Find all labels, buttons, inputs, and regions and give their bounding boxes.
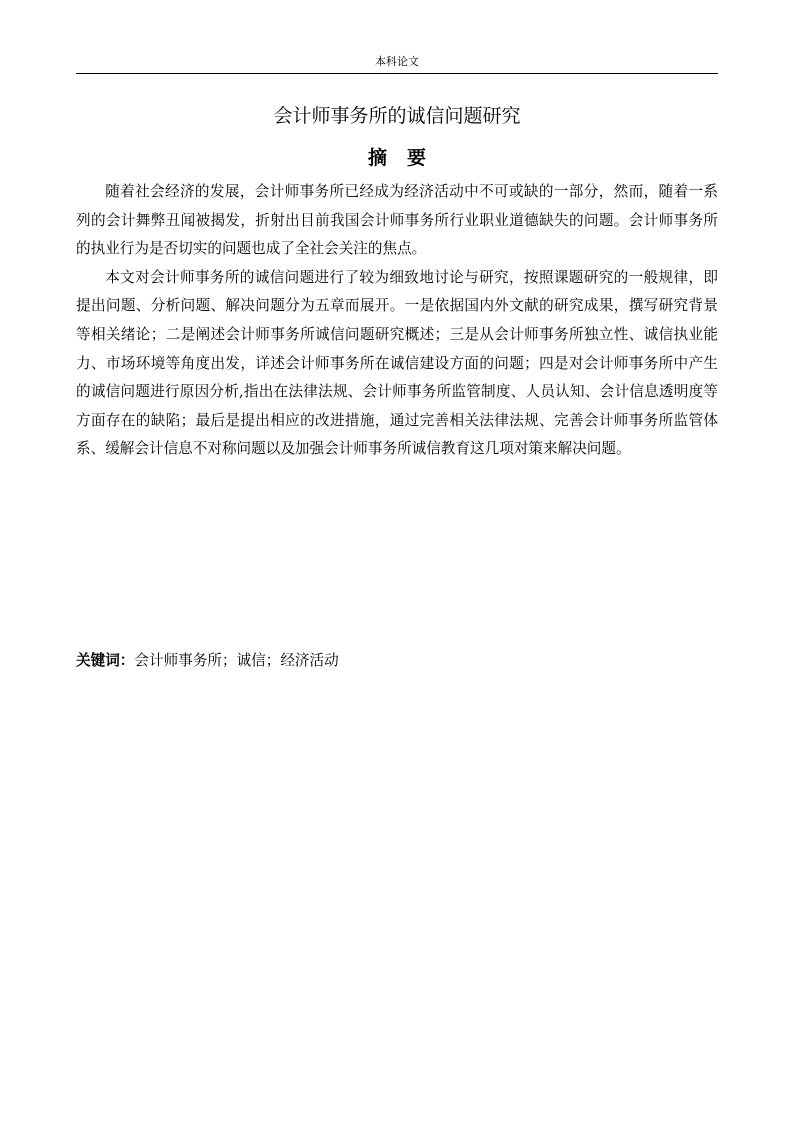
header-divider xyxy=(76,73,718,74)
keywords-line xyxy=(76,650,718,672)
abstract-paragraph-2: 本文对会计师事务所的诚信问题进行了较为细致地讨论与研究，按照课题研究的一般规律，即提出问题、分析问题、解决问题分为五章而展开。一是依据国内外文献的研究成果，撰写研究背景等相关绪论；二是阐述会计师事务所诚信问题研究概述；三是从会计师事务所独立性、诚信执业能力、市场环境等角度出发，详述会计师事务所在诚信建设方面的问题；四是对会计师事务所中产生的诚信问题进行原因分析,指出在法律法规、会计师事务所监管制度、人员认知、会计信息透明度等方面存在的缺陷；最后是提出相应的改进措施，通过完善相关法律法规、完善会计师事务所监管体系、缓解会计信息不对称问题以及加强会计师事务所诚信教育这几项对策来解决问题。 xyxy=(76,268,718,458)
paper-title: 会计师事务所的诚信问题研究 xyxy=(273,105,521,127)
keywords-label: 关键词： xyxy=(76,652,135,669)
abstract-body xyxy=(76,178,718,464)
keywords-text: 会计师事务所；诚信；经济活动 xyxy=(134,652,339,669)
running-header: 本科论文 xyxy=(375,55,419,68)
abstract-heading: 摘要 xyxy=(367,147,446,169)
abstract-paragraph-1: 随着社会经济的发展，会计师事务所已经成为经济活动中不可或缺的一部分，然而，随着一系列的会计舞弊丑闻被揭发，折射出目前我国会计师事务所行业职业道德缺失的问题。会计师事务所的执业行为是否切实的问题也成了全社会关注的焦点。 xyxy=(76,183,718,258)
